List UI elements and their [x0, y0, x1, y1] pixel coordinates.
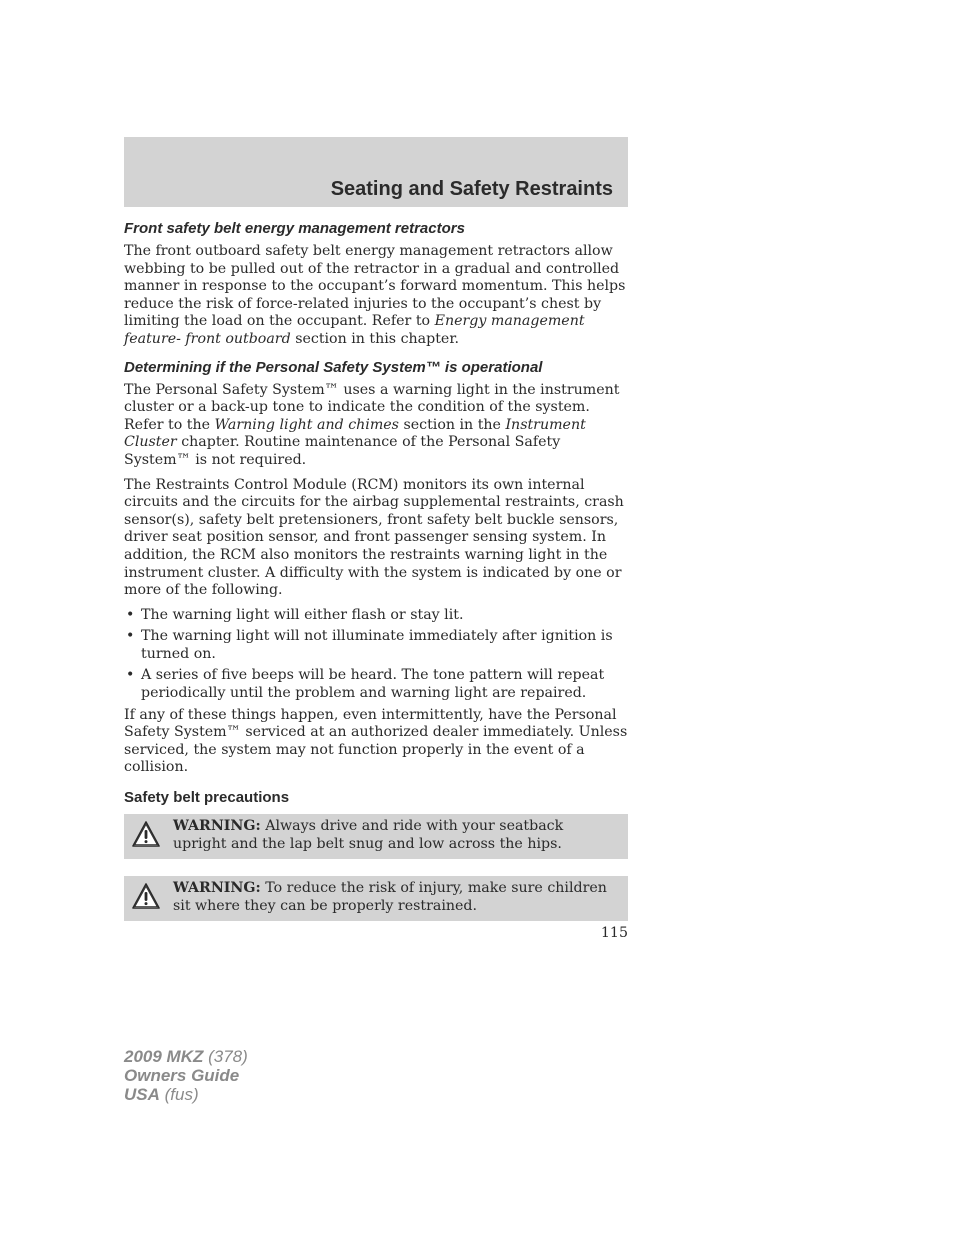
- section-heading-pss: Determining if the Personal Safety System™ is operational: [124, 358, 543, 376]
- warning-text: [173, 818, 620, 853]
- cross-reference-emphasis: Instrument Cluster: [124, 416, 586, 451]
- pss-paragraph-1: [124, 382, 628, 470]
- warning-triangle-icon: [132, 820, 160, 848]
- list-item-text: A series of five beeps will be heard. The tone pattern will repeat periodically until the problem and warning light are repaired.: [141, 667, 605, 702]
- section-heading-precautions: Safety belt precautions: [124, 789, 290, 807]
- bullet-icon: •: [126, 628, 135, 645]
- warning-box: [124, 876, 628, 921]
- list-item: [124, 607, 628, 625]
- warning-text: [173, 880, 620, 915]
- text-run: section in this chapter.: [290, 330, 460, 347]
- footer-market-line: [124, 1085, 248, 1104]
- indicator-list: [124, 607, 628, 703]
- footer-model: 2009 MKZ: [124, 1047, 204, 1066]
- list-item: [124, 628, 628, 663]
- list-item: [124, 667, 628, 702]
- footer-model-code: (378): [203, 1047, 248, 1066]
- footer-market: USA: [124, 1085, 160, 1104]
- document-footer: [124, 1047, 248, 1104]
- warning-label: WARNING:: [173, 880, 261, 897]
- footer-guide-line: Owners Guide: [124, 1066, 240, 1085]
- text-run: chapter. Routine maintenance of the Personal Safety System™ is not required.: [124, 434, 561, 468]
- text-run: section in the: [398, 416, 506, 433]
- text-run: The Personal Safety System™ uses a warning light in the instrument cluster or a back-up tone to indicate the condition of the system. Refer to the: [124, 381, 620, 433]
- list-item-text: The warning light will either flash or stay lit.: [141, 606, 464, 623]
- cross-reference-emphasis: Energy management feature- front outboard: [124, 313, 585, 347]
- pss-paragraph-2: The Restraints Control Module (RCM) monitors its own internal circuits and the circuits for the airbag supplemental restraints, crash sensor(s), safety belt pretensioners, front safety belt buckle sensors, driver seat position sensor, and front passenger sensing system. In addition, the RCM also monitors the restraints warning light in the instrument cluster. A difficulty with the system is indicated by one or more of the following.: [124, 476, 624, 599]
- page-content: [124, 220, 628, 938]
- warning-body: To reduce the risk of injury, make sure children sit where they can be properly restrained.: [173, 880, 607, 914]
- cross-reference-emphasis: Warning light and chimes: [214, 416, 399, 433]
- text-run: The front outboard safety belt energy management retractors allow webbing to be pulled out of the retractor in a gradual and controlled manner in response to the occupant’s forward momentum. This helps reduce the risk of force-related injuries to the occupant’s chest by limiting the load on the occupant. Refer to: [124, 243, 626, 330]
- bullet-icon: •: [126, 606, 135, 623]
- retractors-paragraph: [124, 243, 628, 349]
- section-heading-retractors: Front safety belt energy management retractors: [124, 220, 465, 237]
- footer-market-code: (fus): [159, 1085, 199, 1104]
- chapter-header-band: [124, 137, 628, 207]
- pss-paragraph-3: If any of these things happen, even intermittently, have the Personal Safety System™ serviced at an authorized dealer immediately. Unless serviced, the system may not function properly in the event of a collision.: [124, 706, 628, 776]
- warning-triangle-icon: [132, 882, 160, 910]
- page-number: 115: [600, 925, 628, 941]
- warning-label: WARNING:: [173, 818, 261, 835]
- bullet-icon: •: [126, 667, 135, 684]
- footer-model-line: [124, 1047, 248, 1066]
- chapter-title: Seating and Safety Restraints: [330, 178, 613, 200]
- warning-body: Always drive and ride with your seatback upright and the lap belt snug and low across the hips.: [173, 818, 564, 852]
- warning-box: [124, 814, 628, 859]
- list-item-text: The warning light will not illuminate immediately after ignition is turned on.: [141, 628, 613, 662]
